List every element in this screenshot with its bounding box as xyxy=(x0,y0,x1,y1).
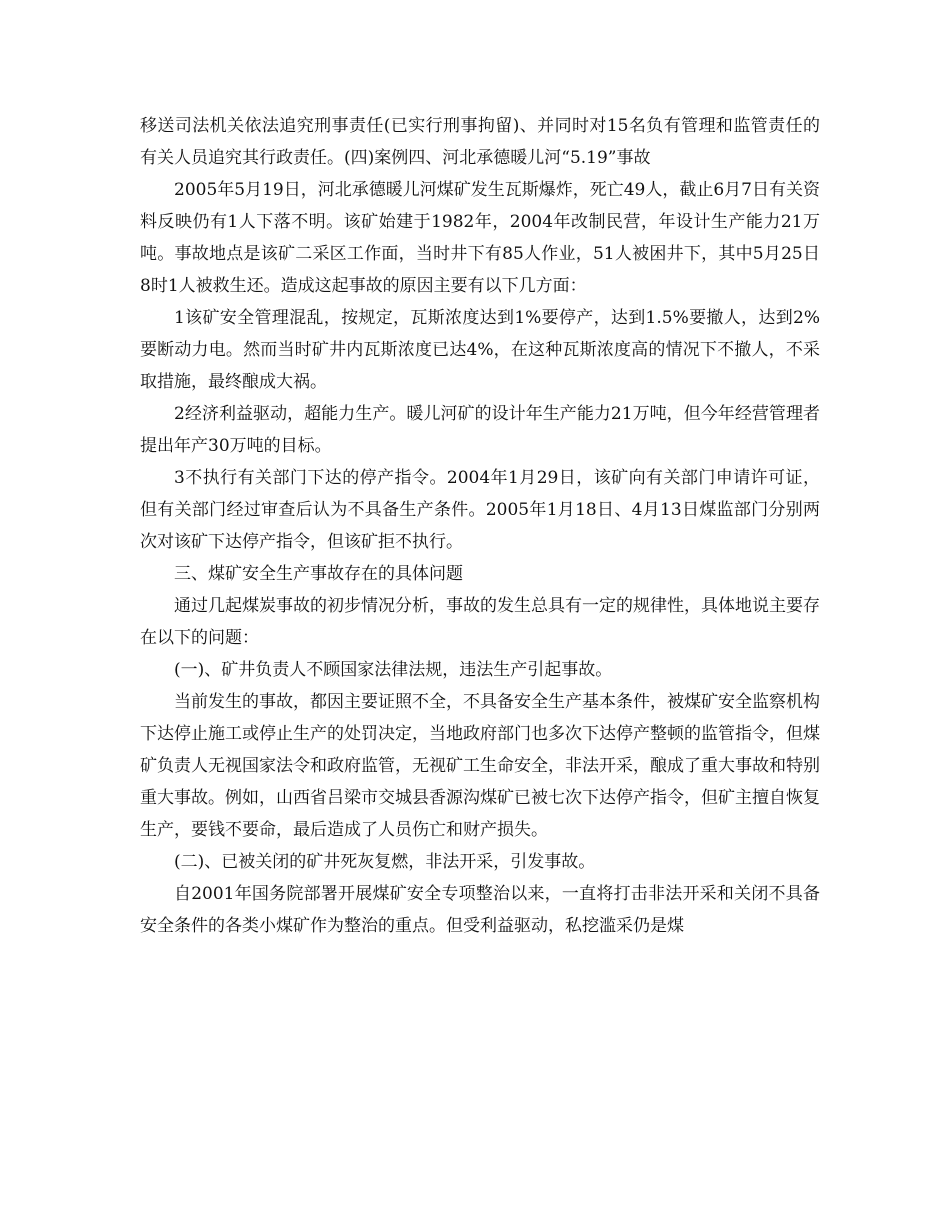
section-heading-3: 三、煤矿安全生产事故存在的具体问题 xyxy=(174,564,463,584)
subheading-1: (一)、矿井负责人不顾国家法律法规，违法生产引起事故。 xyxy=(174,660,613,680)
paragraph-7: 通过几起煤炭事故的初步情况分析，事故的发生总具有一定的规律性，具体地说主要存在以下的问题： xyxy=(140,596,820,648)
subheading-2: (二)、已被关闭的矿井死灰复燃，非法开采，引发事故。 xyxy=(174,852,596,872)
paragraph-4: 2经济利益驱动，超能力生产。暖儿河矿的设计年生产能力21万吨，但今年经营管理者提出年产30万吨的目标。 xyxy=(140,404,820,456)
paragraph-9: 当前发生的事故，都因主要证照不全，不具备安全生产基本条件，被煤矿安全监察机构下达停止施工或停止生产的处罚决定，当地政府部门也多次下达停产整顿的监管指令，但煤矿负责人无视国家法令和政府监管，无视矿工生命安全，非法开采，酿成了重大事故和特别重大事故。例如，山西省吕梁市交城县香源沟煤矿已被七次下达停产指令，但矿主擅自恢复生产，要钱不要命，最后造成了人员伤亡和财产损失。 xyxy=(140,692,820,840)
paragraph-1: 移送司法机关依法追究刑事责任(已实行刑事拘留)、并同时对15名负有管理和监管责任的有关人员追究其行政责任。(四)案例四、河北承德暖儿河“5.19”事故 xyxy=(140,116,820,168)
paragraph-2: 2005年5月19日，河北承德暖儿河煤矿发生瓦斯爆炸，死亡49人，截止6月7日有关资料反映仍有1人下落不明。该矿始建于1982年，2004年改制民营，年设计生产能力21万吨。事故地点是该矿二采区工作面，当时井下有85人作业，51人被困井下，其中5月25日8时1人被救生还。造成这起事故的原因主要有以下几方面： xyxy=(140,180,820,296)
document-page xyxy=(140,110,820,942)
paragraph-5: 3不执行有关部门下达的停产指令。2004年1月29日，该矿向有关部门申请许可证，但有关部门经过审查后认为不具备生产条件。2005年1月18日、4月13日煤监部门分别两次对该矿下达停产指令，但该矿拒不执行。 xyxy=(140,468,820,552)
paragraph-11: 自2001年国务院部署开展煤矿安全专项整治以来，一直将打击非法开采和关闭不具备安全条件的各类小煤矿作为整治的重点。但受利益驱动，私挖滥采仍是煤 xyxy=(140,884,820,936)
paragraph-3: 1该矿安全管理混乱，按规定，瓦斯浓度达到1%要停产，达到1.5%要撤人，达到2%要断动力电。然而当时矿井内瓦斯浓度已达4%，在这种瓦斯浓度高的情况下不撤人，不采取措施，最终酿成大祸。 xyxy=(140,308,820,392)
